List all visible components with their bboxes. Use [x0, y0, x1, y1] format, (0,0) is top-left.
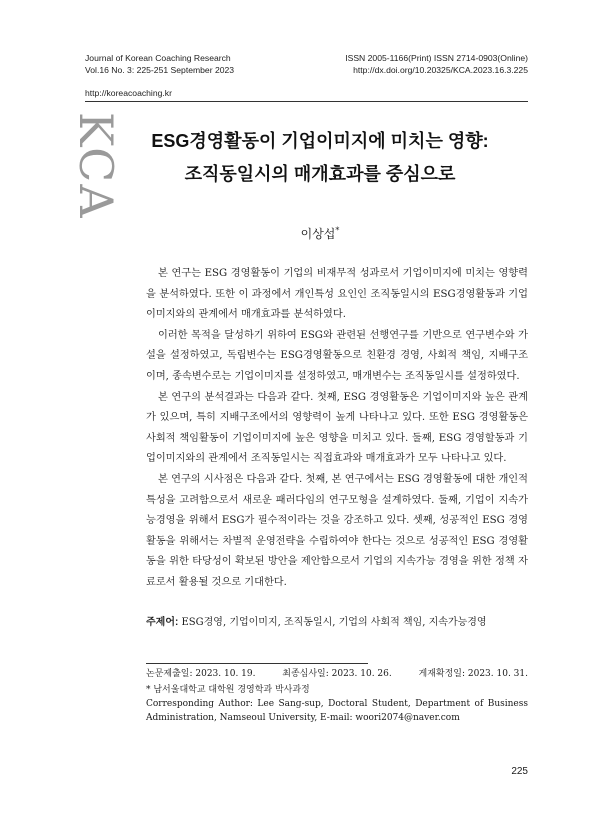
kca-logo-text: KCA: [69, 112, 123, 220]
journal-name: Journal of Korean Coaching Research: [85, 53, 231, 63]
keywords-text: ESG경영, 기업이미지, 조직동일시, 기업의 사회적 책임, 지속가능경영: [181, 617, 487, 628]
journal-header-right: [345, 52, 528, 76]
page-number: 225: [511, 766, 528, 777]
abstract-paragraph: 이러한 목적을 달성하기 위하여 ESG와 관련된 선행연구를 기반으로 연구변수와 가설을 설정하였고, 독립변수는 ESG경영활동으로 친환경 경영, 사회적 책임, 지배구조이며, 종속변수로는 기업이미지를 설정하였고, 매개변수는 조직동일시를 설정하였다.: [146, 329, 528, 382]
author-mark: *: [335, 226, 340, 235]
doi-link[interactable]: http://dx.doi.org/10.20325/KCA.2023.16.3.225: [353, 65, 528, 75]
abstract-paragraph: 본 연구의 시사점은 다음과 같다. 첫째, 본 연구에서는 ESG 경영활동에 대한 개인적 특성을 고려함으로서 새로운 패러다임의 연구모형을 설계하였다. 둘째, 기업이 지속가능경영을 위해서 ESG가 필수적이라는 것을 강조하고 있다. 셋째, 성공적인 ESG 경영활동을 위해서는 차별적 운영전략을 수립하여야 한다는 것으로 성공적인 ESG 경영활동을 위한 타당성이 확보된 방안을 제안함으로서 기업의 지속가능 경영을 위한 정책 자료로서 활용될 것으로 기대한다.: [146, 473, 528, 588]
paper-title-line-2: 조직동일시의 매개효과를 중심으로: [184, 164, 456, 184]
author: [100, 225, 540, 242]
author-name: 이상섭: [300, 227, 336, 241]
header-divider: [85, 101, 528, 102]
corresponding-author: Corresponding Author: Lee Sang-sup, Doctoral Student, Department of Business Administration, Namseoul University, E-mail: woori2074@naver.com: [146, 699, 528, 723]
author-affiliation: * 남서울대학교 대학원 경영학과 박사과정: [146, 685, 310, 695]
abstract: [146, 264, 528, 594]
abstract-paragraph: 본 연구의 분석결과는 다음과 같다. 첫째, ESG 경영활동은 기업이미지와 높은 관계가 있으며, 특히 지배구조에서의 영향력이 높게 나타나고 있다. 또한 ESG 경영활동은 사회적 책임활동이 기업이미지에 높은 영향을 미치고 있다. 둘째, ESG 경영할동과 기업이미지와의 관계에서 조직동일시는 직접효과와 매개효과가 모두 나타나고 있다.: [146, 391, 528, 465]
keywords-label: 주제어:: [146, 617, 179, 628]
paper-title-line-1: ESG경영활동이 기업이미지에 미치는 영향:: [151, 131, 489, 151]
reviewed-date: 최종심사일: 2023. 10. 26.: [282, 669, 392, 679]
keywords: [146, 613, 528, 628]
abstract-paragraph: 본 연구는 ESG 경영활동이 기업의 비재무적 성과로서 기업이미지에 미치는 영향력을 분석하였다. 또한 이 과정에서 개인특성 요인인 조직동일시의 ESG경영활동과 기업이미지와의 관계에서 매개효과를 분석하였다.: [146, 268, 528, 321]
accepted-date: 게재확정일: 2023. 10. 31.: [418, 669, 528, 679]
journal-website-link[interactable]: http://koreacoaching.kr: [85, 88, 172, 98]
footnote-dates: [146, 668, 528, 682]
footnote-divider: [146, 663, 368, 664]
issn: ISSN 2005-1166(Print) ISSN 2714-0903(Online): [345, 53, 528, 63]
received-date: 논문제출일: 2023. 10. 19.: [146, 669, 256, 679]
journal-header-left: [85, 52, 234, 76]
volume-info: Vol.16 No. 3: 225-251 September 2023: [85, 65, 235, 75]
